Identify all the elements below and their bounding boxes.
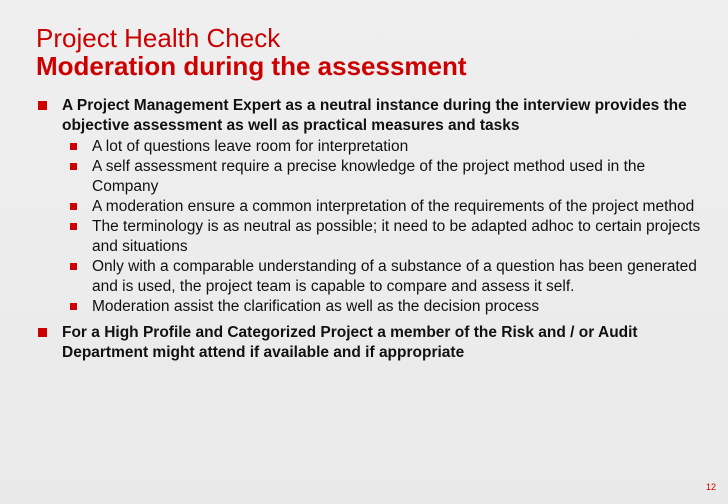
- sub-bullet-item-5: [36, 257, 706, 297]
- title-line-1: Project Health Check: [36, 23, 281, 53]
- sub-bullet-list: [36, 137, 706, 317]
- page-number: 12: [705, 482, 716, 492]
- square-bullet-icon: [70, 203, 77, 210]
- square-bullet-icon: [70, 223, 77, 230]
- bullet-item-2: [36, 323, 706, 363]
- sub-bullet-item-6: [36, 297, 706, 317]
- sub-bullet-text: Only with a comparable understanding of a substance of a question has been generated and is used, the project team is capable to compare and assess it self.: [92, 258, 697, 295]
- bullet-text: A Project Management Expert as a neutral instance during the interview provides the objective assessment as well as practical measures and tasks: [62, 97, 687, 134]
- square-bullet-icon: [70, 303, 77, 310]
- square-bullet-icon: [38, 328, 47, 337]
- sub-bullet-text: The terminology is as neutral as possible; it need to be adapted adhoc to certain projects and situations: [92, 218, 701, 255]
- sub-bullet-text: A lot of questions leave room for interpretation: [92, 138, 409, 155]
- square-bullet-icon: [70, 143, 77, 150]
- sub-bullet-item-3: [36, 197, 706, 217]
- sub-bullet-item-4: [36, 217, 706, 257]
- slide-content: [36, 96, 706, 363]
- bullet-text: For a High Profile and Categorized Project a member of the Risk and / or Audit Department might attend if available and if appropriate: [62, 324, 638, 361]
- bullet-item-1: [36, 96, 706, 136]
- square-bullet-icon: [70, 163, 77, 170]
- sub-bullet-item-1: [36, 137, 706, 157]
- square-bullet-icon: [38, 101, 47, 110]
- slide-title: [36, 24, 467, 80]
- title-line-2: Moderation during the assessment: [36, 51, 467, 81]
- square-bullet-icon: [70, 263, 77, 270]
- sub-bullet-item-2: [36, 157, 706, 197]
- sub-bullet-text: A moderation ensure a common interpretation of the requirements of the project method: [92, 198, 695, 215]
- sub-bullet-text: A self assessment require a precise knowledge of the project method used in the Company: [92, 158, 646, 195]
- sub-bullet-text: Moderation assist the clarification as well as the decision process: [92, 298, 540, 315]
